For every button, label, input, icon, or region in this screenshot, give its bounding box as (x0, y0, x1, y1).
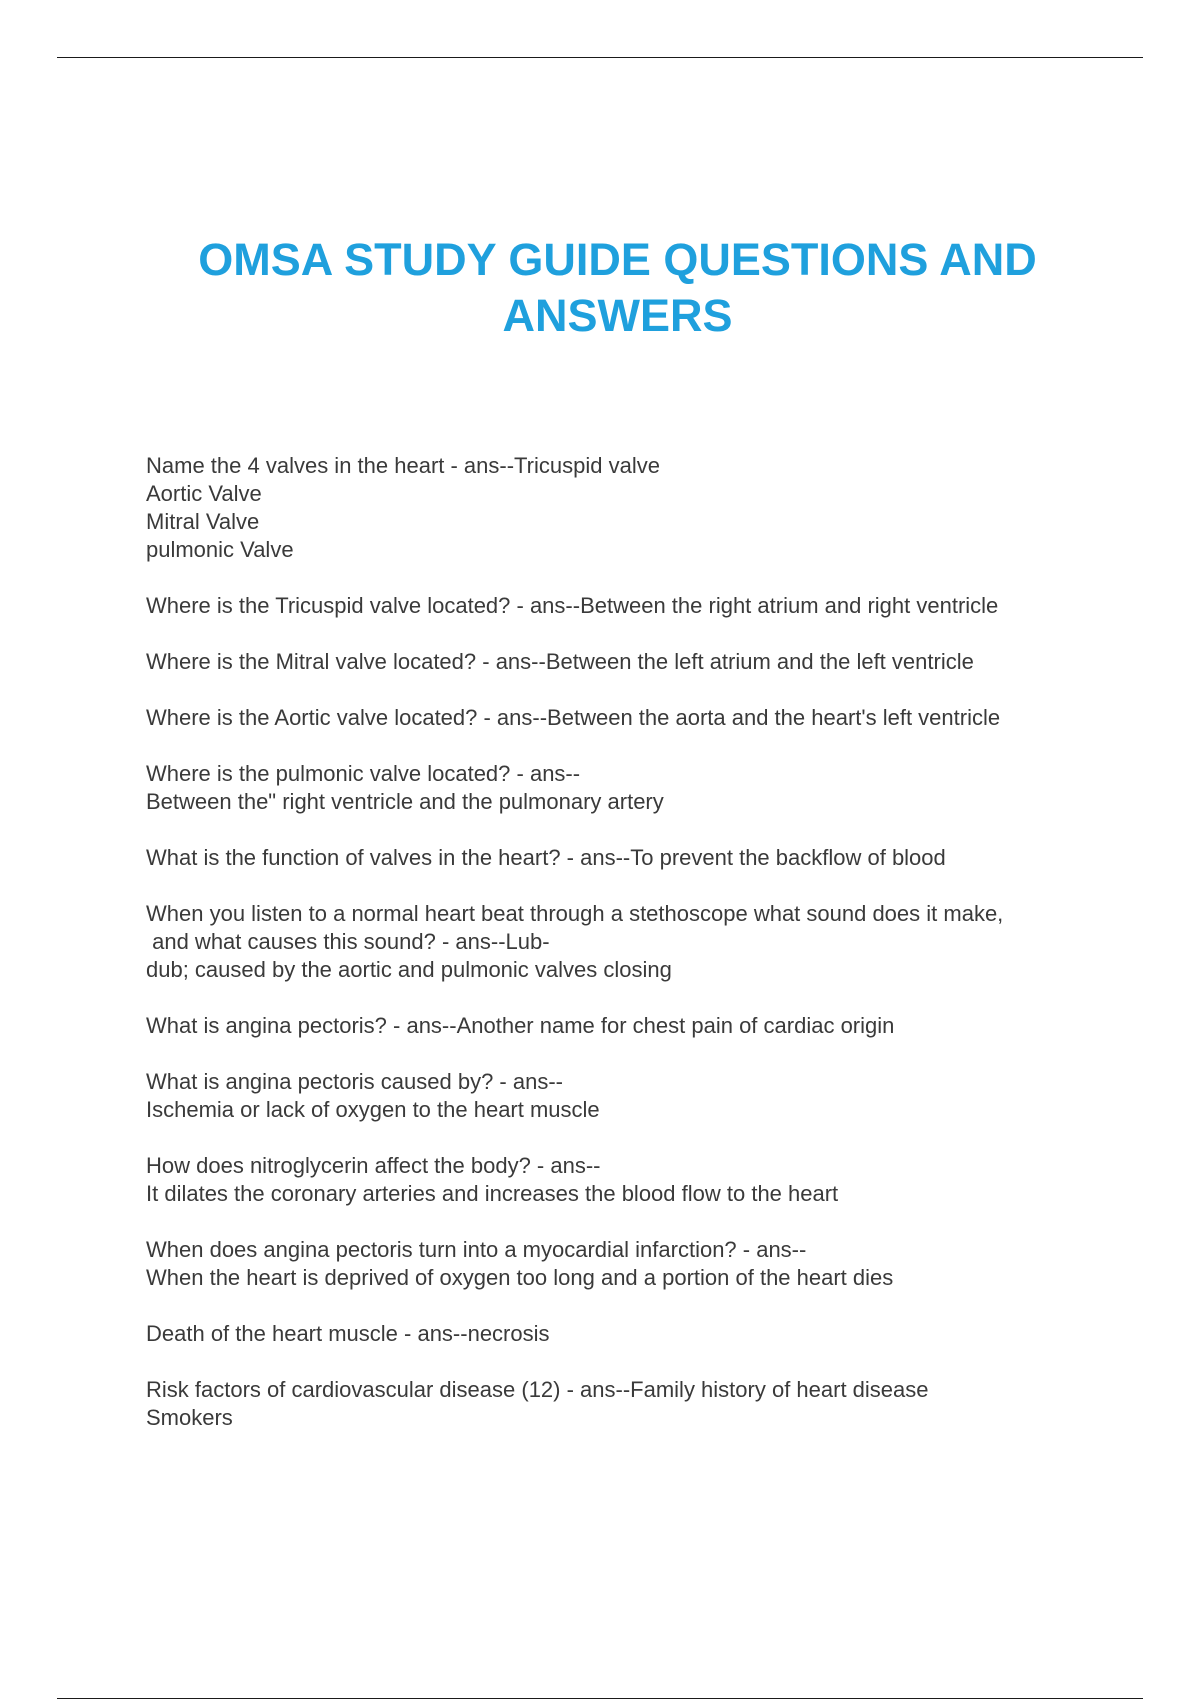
qa-line: Where is the Tricuspid valve located? - ans--Between the right atrium and right ventricle (146, 593, 999, 618)
qa-line: Ischemia or lack of oxygen to the heart muscle (146, 1097, 600, 1122)
qa-item (146, 592, 1146, 620)
document-title (100, 232, 1135, 344)
qa-line: and what causes this sound? - ans--Lub- (146, 929, 550, 954)
qa-line: What is angina pectoris? - ans--Another name for chest pain of cardiac origin (146, 1013, 895, 1038)
qa-line: pulmonic Valve (146, 537, 294, 562)
qa-line: Death of the heart muscle - ans--necrosis (146, 1321, 550, 1346)
header-rule (57, 57, 1143, 58)
qa-item (146, 844, 1146, 872)
qa-item (146, 900, 1146, 984)
qa-line: Between the" right ventricle and the pulmonary artery (146, 789, 664, 814)
qa-item (146, 1068, 1146, 1124)
footer-rule (57, 1698, 1143, 1699)
qa-item (146, 1012, 1146, 1040)
qa-line: What is angina pectoris caused by? - ans-- (146, 1069, 563, 1094)
qa-line: Name the 4 valves in the heart - ans--Tricuspid valve (146, 453, 660, 478)
qa-item (146, 1236, 1146, 1292)
qa-line: What is the function of valves in the heart? - ans--To prevent the backflow of blood (146, 845, 946, 870)
title-line-2: ANSWERS (502, 290, 733, 341)
qa-line: It dilates the coronary arteries and increases the blood flow to the heart (146, 1181, 839, 1206)
qa-list (146, 452, 1146, 1460)
qa-line: Risk factors of cardiovascular disease (12) - ans--Family history of heart disease (146, 1377, 929, 1402)
qa-line: Smokers (146, 1405, 233, 1430)
qa-item (146, 1152, 1146, 1208)
qa-item (146, 760, 1146, 816)
qa-item (146, 452, 1146, 564)
qa-item (146, 1376, 1146, 1432)
qa-line: Mitral Valve (146, 509, 260, 534)
qa-line: When does angina pectoris turn into a myocardial infarction? - ans-- (146, 1237, 807, 1262)
qa-line: When you listen to a normal heart beat through a stethoscope what sound does it make, (146, 901, 1004, 926)
qa-line: Where is the Aortic valve located? - ans--Between the aorta and the heart's left ventricle (146, 705, 1001, 730)
qa-item (146, 648, 1146, 676)
qa-item (146, 704, 1146, 732)
qa-line: Aortic Valve (146, 481, 262, 506)
title-line-1: OMSA STUDY GUIDE QUESTIONS AND (198, 234, 1037, 285)
qa-line: Where is the Mitral valve located? - ans--Between the left atrium and the left ventricle (146, 649, 974, 674)
qa-line: dub; caused by the aortic and pulmonic valves closing (146, 957, 672, 982)
qa-line: How does nitroglycerin affect the body? - ans-- (146, 1153, 601, 1178)
qa-line: When the heart is deprived of oxygen too long and a portion of the heart dies (146, 1265, 894, 1290)
qa-item (146, 1320, 1146, 1348)
qa-line: Where is the pulmonic valve located? - ans-- (146, 761, 581, 786)
